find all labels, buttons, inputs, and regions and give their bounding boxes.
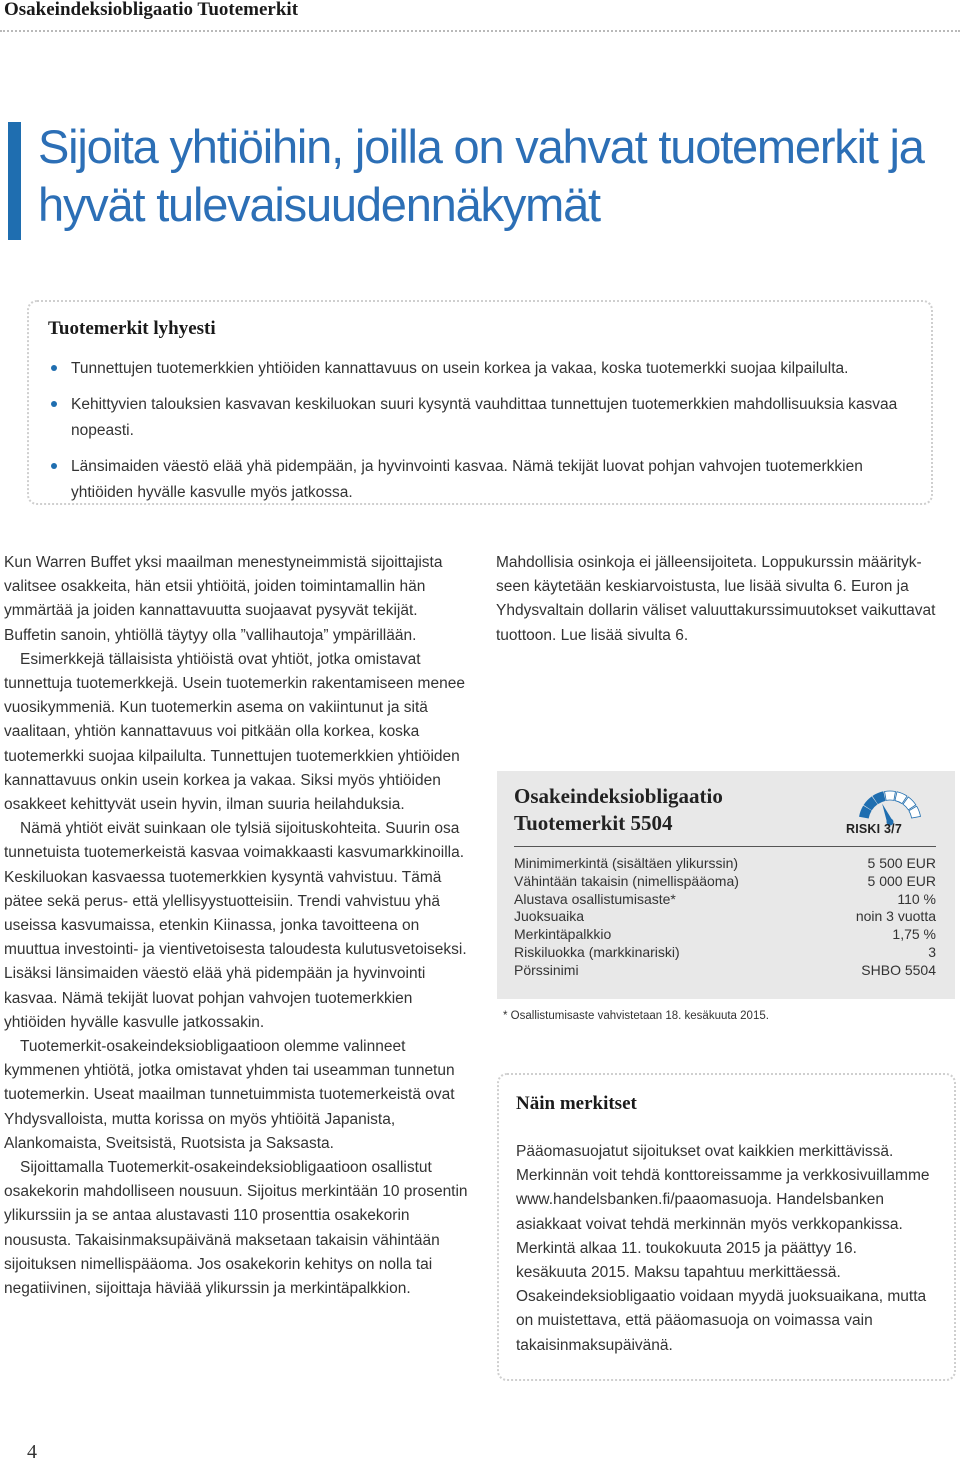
footnote: * Osallistumisaste vahvistetaan 18. kesäkuuta 2015. — [503, 1010, 769, 1022]
summary-item — [48, 356, 918, 382]
table-row — [514, 873, 936, 891]
fact-value: 3 — [928, 943, 936, 960]
right-column-paragraph: Mahdollisia osinkoja ei jälleensijoiteta. Loppukurssin määrityk-seen käytetään keskiarvoistusta, lue lisää sivulta 6. Euron ja Yhdysvaltain dollarin väliset valuuttakurssimuutokset vaikuttavat tuottoon. Lue lisää sivulta 6. — [496, 554, 936, 644]
fact-value: SHBO 5504 — [861, 961, 936, 978]
table-row — [514, 944, 936, 962]
product-facts-table — [514, 855, 936, 980]
page-title: Sijoita yhtiöihin, joilla on vahvat tuotemerkit ja hyvät tulevaisuudennäkymät — [38, 120, 924, 231]
heading-accent-bar — [8, 122, 21, 240]
body-paragraph: Kun Warren Buffet yksi maailman menestyneimmistä sijoittajista valitsee osakkeita, hän etsii yhtiöitä, joiden toimintamallin hän ymmärtää ja joiden kannattavuutta suojaavat pysyvät tekijät. Buffetin sanoin, yhtiöllä täytyy olla ”vallihautoja” ympärillään. — [4, 554, 443, 644]
body-paragraph: Esimerkkejä tällaisista yhtiöistä ovat yhtiöt, jotka omistavat tunnettuja tuotemerkkejä. Usein tuotemerkin rakentamiseen menee vuosikymmeniä. Kun tuotemerkin asema on vakiintunut ja sitä vaalitaan, yhtiön kannattavuus voi pitkään olla korkea, koska tuotemerkki suojaa kilpailulta. Tunnettujen tuotemerkkien yhtiöiden kannattavuus onkin usein korkea ja vakaa. Siksi myös yhtiöiden osakkeet kehittyvät usein hyvin, ilman suuria heilahduksia. — [4, 650, 465, 814]
bullet-icon — [51, 463, 57, 469]
fact-label: Vähintään takaisin (nimellispääoma) — [514, 872, 739, 889]
summary-item — [48, 454, 918, 506]
fact-value: 5 000 EUR — [867, 872, 936, 889]
bullet-icon — [51, 365, 57, 371]
summary-item — [48, 392, 918, 444]
product-title: Osakeindeksiobligaatio Tuotemerkit 5504 — [514, 784, 723, 835]
fact-label: Merkintäpalkkio — [514, 926, 612, 943]
body-column — [4, 551, 470, 1301]
subscription-text: Pääomasuojatut sijoitukset ovat kaikkien merkittävissä. Merkinnän voit tehdä konttoreissamme ja verkkosivuillamme www.handelsbanken.fi/paaomasuoja. Handelsbanken asiakkaat voivat tehdä merkinnän myös verkkopankissa. Merkintä alkaa 11. toukokuuta 2015 ja päättyy 16. kesäkuuta 2015. Maksu tapahtuu merkittäessä. Osakeindeksiobligaatio voidaan myydä juoksuaikana, mutta on muistettava, että pääomasuoja on voimassa vain takaisinmaksupäivänä. — [516, 1143, 930, 1354]
table-row — [514, 926, 936, 944]
page-number: 4 — [27, 1441, 37, 1463]
body-paragraph: Sijoittamalla Tuotemerkit-osakeindeksiobligaatioon osallistut osakekorin mahdolliseen nousuun. Sijoitus merkintään 10 prosentin ylikurssiin ja se antaa alustavasti 110 prosenttia osakekorin noususta. Takaisinmaksupäivänä maksetaan takaisin vähintään sijoituksen nimellispääoma. Jos osakekorin kehitys on nolla tai negatiivinen, sijoittaja häviää ylikurssin ja merkintäpalkkion. — [4, 1159, 468, 1298]
fact-value: noin 3 vuotta — [855, 908, 936, 925]
risk-label: RISKI 3/7 — [846, 822, 902, 836]
fact-value: 1,75 % — [892, 926, 936, 943]
table-row — [514, 855, 936, 873]
summary-list — [48, 356, 918, 516]
header-divider — [0, 30, 960, 32]
summary-item-text: Tunnettujen tuotemerkkien yhtiöiden kannattavuus on usein korkea ja vakaa, koska tuotemerkki suojaa kilpailulta. — [71, 360, 849, 377]
summary-item-text: Länsimaiden väestö elää yhä pidempään, ja hyvinvointi kasvaa. Nämä tekijät luovat pohjan vahvojen tuotemerkkien yhtiöiden hyvälle kasvulle myös jatkossa. — [71, 458, 863, 501]
fact-label: Riskiluokka (markkinariski) — [514, 943, 680, 960]
table-row — [514, 962, 936, 980]
risk-gauge-segments — [860, 791, 921, 818]
fact-value: 5 500 EUR — [867, 855, 936, 871]
summary-item-text: Kehittyvien talouksien kasvavan keskiluokan suuri kysyntä vauhdittaa tunnettujen tuotemerkkien mahdollisuuksia kasvaa nopeasti. — [71, 396, 898, 439]
subscription-title: Näin merkitset — [516, 1093, 637, 1114]
product-divider — [514, 846, 936, 847]
summary-title: Tuotemerkit lyhyesti — [48, 318, 216, 339]
fact-label: Alustava osallistumisaste* — [514, 890, 676, 907]
bullet-icon — [51, 401, 57, 407]
body-paragraph: Tuotemerkit-osakeindeksiobligaatioon olemme valinneet kymmenen yhtiötä, jotka omistavat yhden tai useamman tunnetun tuotemerkin. Useat maailman tunnetuimmista tuotemerkeistä ovat Yhdysvalloista, mutta korissa on myös yhtiöitä Japanista, Alankomaista, Sveitsistä, Ruotsista ja Saksasta. — [4, 1038, 455, 1152]
fact-label: Juoksuaika — [514, 908, 585, 925]
risk-gauge-segment — [885, 791, 896, 800]
running-header: Osakeindeksiobligaatio Tuotemerkit — [4, 0, 299, 20]
table-row — [514, 891, 936, 909]
table-row — [514, 908, 936, 926]
fact-label: Minimimerkintä (sisältäen ylikurssin) — [514, 855, 739, 871]
fact-label: Pörssinimi — [514, 961, 579, 978]
fact-value: 110 % — [897, 890, 936, 907]
risk-gauge-icon — [858, 786, 922, 826]
body-paragraph: Nämä yhtiöt eivät suinkaan ole tylsiä sijoituskohteita. Suurin osa tunnetuista tuotemerkeistä kasvaa voimakkaasti kasvumarkkinoilla. Keskiluokan kasvaessa tuotemerkkien kysyntä vahvistuu. Tämä pätee sekä perus- että ylellisyystuotteisiin. Trendi vahvistuu yhä useissa kasvumaissa, etenkin Kiinassa, jonka tavoitteena on muuttua investointi- ja vientivetoisesta taloudesta kulutusvetoiseksi. Lisäksi länsimaiden väestö elää yhä pidempään ja hyvinvointi kasvaa. Nämä tekijät luovat pohjan vahvojen tuotemerkkien yhtiöiden hyvälle kasvulle jatkossakin. — [4, 820, 467, 1031]
